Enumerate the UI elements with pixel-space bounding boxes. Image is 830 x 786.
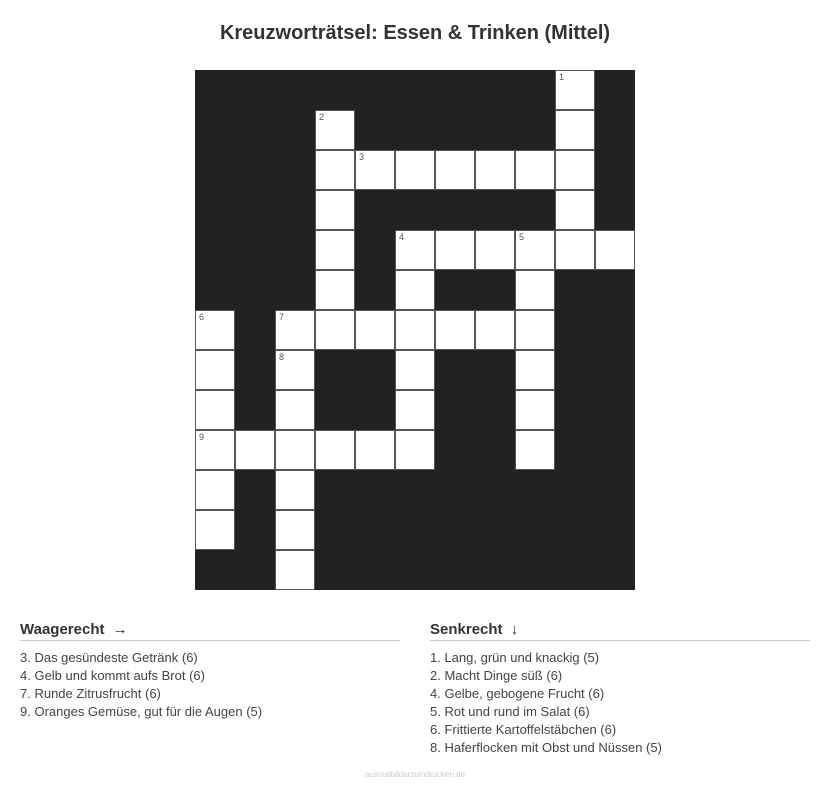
- crossword-cell[interactable]: [315, 110, 355, 150]
- crossword-cell[interactable]: [195, 390, 235, 430]
- crossword-cell[interactable]: [395, 390, 435, 430]
- crossword-cell[interactable]: [475, 230, 515, 270]
- crossword-cell[interactable]: [555, 110, 595, 150]
- page-title: Kreuzworträtsel: Essen & Trinken (Mittel): [219, 22, 611, 44]
- crossword-cell[interactable]: [555, 70, 595, 110]
- crossword-cell[interactable]: [515, 310, 555, 350]
- crossword-cell[interactable]: [315, 310, 355, 350]
- clue-number: 1: [559, 72, 565, 82]
- clue-number: 9: [199, 432, 205, 442]
- crossword-cell[interactable]: [315, 430, 355, 470]
- crossword-cell[interactable]: [515, 390, 555, 430]
- crossword-cell[interactable]: [315, 230, 355, 270]
- crossword-cell[interactable]: [275, 470, 315, 510]
- across-clue: 4. Gelb und kommt aufs Brot (6): [20, 668, 205, 683]
- crossword-cell[interactable]: [355, 310, 395, 350]
- crossword-cell[interactable]: [515, 150, 555, 190]
- clue-number: 8: [279, 352, 285, 362]
- crossword-cell[interactable]: [395, 270, 435, 310]
- crossword-cell[interactable]: [275, 310, 315, 350]
- crossword-cell[interactable]: [355, 150, 395, 190]
- across-clues-section: [20, 620, 400, 721]
- down-clue: 5. Rot und rund im Salat (6): [430, 704, 590, 719]
- clue-number: 2: [319, 112, 325, 122]
- crossword-cell[interactable]: [515, 270, 555, 310]
- crossword-cell[interactable]: [395, 230, 435, 270]
- clue-number: 5: [519, 232, 525, 242]
- crossword-cell[interactable]: [275, 390, 315, 430]
- across-heading: [20, 620, 400, 641]
- across-clue: 3. Das gesündeste Getränk (6): [20, 650, 198, 665]
- across-clue-list: [20, 649, 400, 721]
- crossword-cell[interactable]: [555, 190, 595, 230]
- crossword-cell[interactable]: [195, 310, 235, 350]
- crossword-grid: [195, 70, 635, 590]
- crossword-cell[interactable]: [515, 350, 555, 390]
- crossword-cell[interactable]: [235, 430, 275, 470]
- footer-credit: ausmalbilderzumdrucken.de: [364, 770, 466, 779]
- crossword-cell[interactable]: [195, 350, 235, 390]
- down-clue-list: [430, 649, 810, 757]
- crossword-cell[interactable]: [435, 150, 475, 190]
- crossword-cell[interactable]: [595, 230, 635, 270]
- crossword-cell[interactable]: [195, 430, 235, 470]
- crossword-cell[interactable]: [275, 350, 315, 390]
- down-heading-label: Senkrecht: [430, 621, 503, 638]
- down-arrow-icon: ↓: [510, 621, 519, 638]
- crossword-cell[interactable]: [275, 510, 315, 550]
- down-clue: 6. Frittierte Kartoffelstäbchen (6): [430, 722, 617, 737]
- down-clue: 8. Haferflocken mit Obst und Nüssen (5): [430, 740, 662, 755]
- crossword-cell[interactable]: [395, 350, 435, 390]
- crossword-cell[interactable]: [515, 230, 555, 270]
- crossword-cell[interactable]: [395, 150, 435, 190]
- right-arrow-icon: →: [112, 621, 128, 638]
- crossword-cell[interactable]: [395, 310, 435, 350]
- crossword-cell[interactable]: [475, 150, 515, 190]
- clue-number: 6: [199, 312, 205, 322]
- down-clue: 2. Macht Dinge süß (6): [430, 668, 563, 683]
- crossword-cell[interactable]: [275, 550, 315, 590]
- crossword-cell[interactable]: [395, 430, 435, 470]
- down-clues-section: [430, 620, 810, 757]
- crossword-cell[interactable]: [315, 270, 355, 310]
- clue-number: 7: [279, 312, 285, 322]
- down-heading: [430, 620, 810, 641]
- crossword-cell[interactable]: [555, 230, 595, 270]
- crossword-cell[interactable]: [435, 230, 475, 270]
- across-clue: 9. Oranges Gemüse, gut für die Augen (5): [20, 704, 263, 719]
- crossword-cell[interactable]: [315, 150, 355, 190]
- down-clue: 4. Gelbe, gebogene Frucht (6): [430, 686, 605, 701]
- across-clue: 7. Runde Zitrusfrucht (6): [20, 686, 161, 701]
- crossword-cell[interactable]: [475, 310, 515, 350]
- crossword-cell[interactable]: [275, 430, 315, 470]
- crossword-cell[interactable]: [195, 470, 235, 510]
- across-heading-label: Waagerecht: [20, 621, 105, 638]
- clue-number: 3: [359, 152, 365, 162]
- crossword-cell[interactable]: [315, 190, 355, 230]
- clue-number: 4: [399, 232, 405, 242]
- down-clue: 1. Lang, grün und knackig (5): [430, 650, 600, 665]
- crossword-cell[interactable]: [435, 310, 475, 350]
- crossword-cell[interactable]: [195, 510, 235, 550]
- crossword-cell[interactable]: [555, 150, 595, 190]
- crossword-cell[interactable]: [515, 430, 555, 470]
- crossword-cell[interactable]: [355, 430, 395, 470]
